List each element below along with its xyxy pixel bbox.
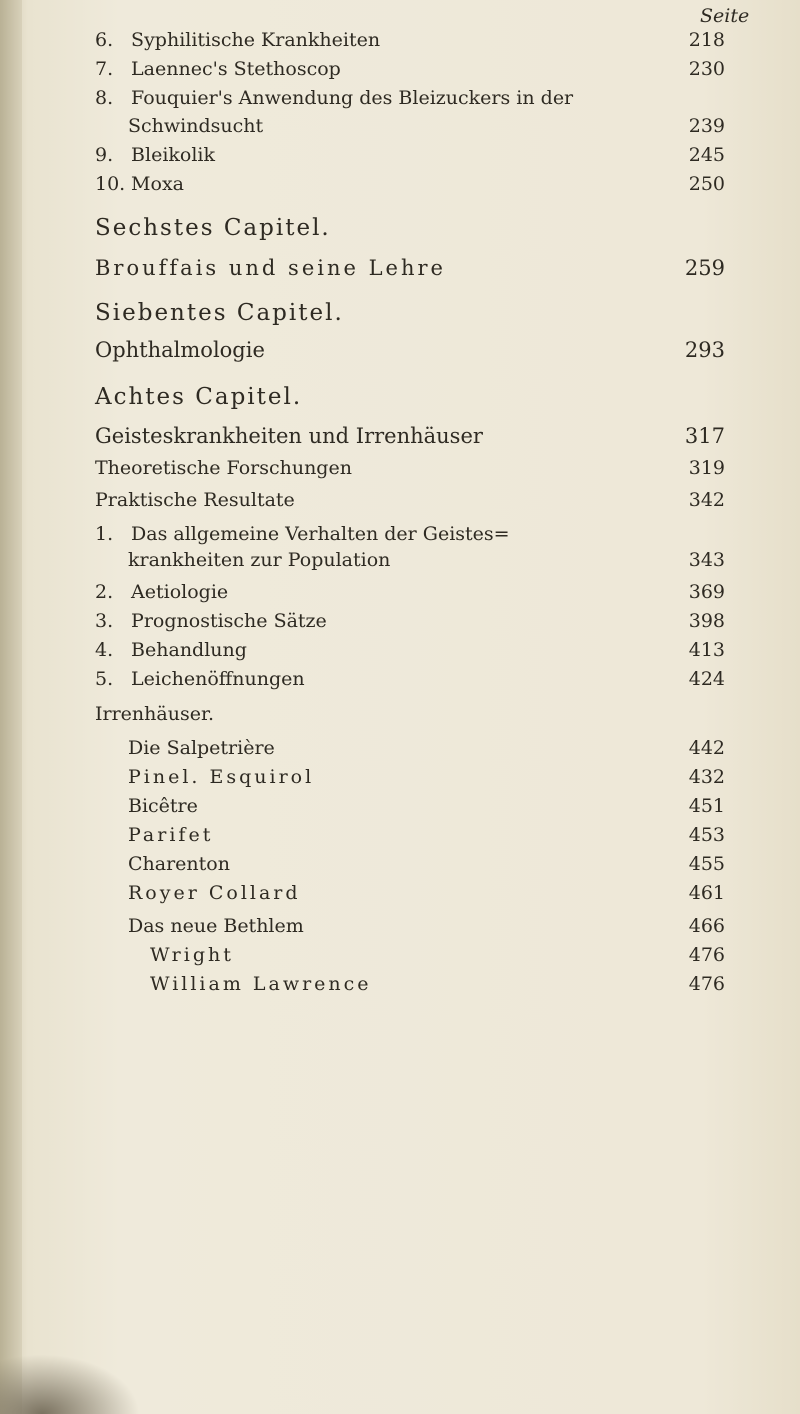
entry-number: 2. — [95, 581, 114, 603]
toc-entry — [95, 143, 215, 167]
entry-page: 245 — [688, 144, 725, 166]
entry-page: 250 — [688, 173, 725, 195]
entry-number: 6. — [95, 29, 114, 51]
entry-title: Bleikolik — [131, 144, 216, 166]
entry-page: 259 — [684, 256, 725, 280]
entry-page: 451 — [688, 795, 725, 817]
entry-page: 342 — [688, 489, 725, 511]
entry-title: Das allgemeine Verhalten der Geistes= — [131, 523, 510, 545]
entry-number: 7. — [95, 58, 114, 80]
entry-page: 455 — [688, 853, 725, 875]
entry-title: Behandlung — [131, 639, 247, 661]
toc-subentry: William Lawrence — [150, 973, 372, 995]
entry-number: 4. — [95, 639, 114, 661]
entry-page: 218 — [688, 29, 725, 51]
chapter-heading: Achtes Capitel. — [95, 384, 303, 410]
entry-title-continued: Schwindsucht — [128, 115, 264, 137]
chapter-heading: Sechstes Capitel. — [95, 215, 331, 241]
entry-page: 239 — [688, 115, 725, 137]
toc-subentry: Pinel. Esquirol — [128, 766, 315, 788]
toc-entry: Geisteskrankheiten und Irrenhäuser — [95, 424, 483, 448]
toc-subentry: Wright — [150, 944, 234, 966]
toc-subentry: Parifet — [128, 824, 214, 846]
toc-subentry: Royer Collard — [128, 882, 301, 904]
entry-page: 293 — [684, 338, 725, 362]
entry-page: 461 — [688, 882, 725, 904]
toc-subentry: Charenton — [128, 853, 230, 875]
toc-entry — [95, 580, 228, 604]
entry-title-continued: krankheiten zur Population — [128, 549, 391, 571]
toc-subentry: Das neue Bethlem — [128, 915, 304, 937]
entry-title: Fouquier's Anwendung des Bleizuckers in der — [131, 87, 574, 109]
entry-page: 432 — [688, 766, 725, 788]
entry-page: 476 — [688, 944, 725, 966]
section-subheading: Irrenhäuser. — [95, 703, 214, 725]
toc-subentry: Bicêtre — [128, 795, 198, 817]
toc-subentry: Praktische Resultate — [95, 489, 295, 511]
toc-entry — [95, 172, 184, 196]
entry-title: Syphilitische Krankheiten — [131, 29, 381, 51]
entry-page: 413 — [688, 639, 725, 661]
entry-page: 476 — [688, 973, 725, 995]
entry-number: 3. — [95, 610, 114, 632]
entry-number: 5. — [95, 668, 114, 690]
toc-entry — [95, 609, 327, 633]
toc-entry — [95, 522, 510, 546]
entry-number: 8. — [95, 87, 114, 109]
toc-subentry: Theoretische Forschungen — [95, 457, 352, 479]
entry-page: 453 — [688, 824, 725, 846]
toc-entry: Ophthalmologie — [95, 338, 265, 362]
entry-page: 442 — [688, 737, 725, 759]
entry-title: Aetiologie — [131, 581, 229, 603]
entry-number: 10. — [95, 173, 126, 195]
toc-subentry: Die Salpetrière — [128, 737, 275, 759]
entry-title: Leichenöffnungen — [131, 668, 305, 690]
toc-entry: Brouffais und seine Lehre — [95, 256, 446, 280]
entry-page: 424 — [688, 668, 725, 690]
entry-page: 343 — [688, 549, 725, 571]
entry-page: 317 — [684, 424, 725, 448]
page-column-label: Seite — [700, 5, 750, 27]
toc-entry — [95, 667, 305, 691]
entry-page: 230 — [688, 58, 725, 80]
entry-page: 466 — [688, 915, 725, 937]
entry-number: 1. — [95, 523, 114, 545]
entry-number: 9. — [95, 144, 114, 166]
toc-entry — [95, 86, 573, 110]
toc-entry — [95, 28, 380, 52]
entry-title: Laennec's Stethoscop — [131, 58, 341, 80]
chapter-heading: Siebentes Capitel. — [95, 300, 344, 326]
entry-title: Prognostische Sätze — [131, 610, 327, 632]
entry-title: Moxa — [131, 173, 184, 195]
book-spine — [0, 0, 22, 1414]
toc-entry — [95, 638, 247, 662]
toc-entry — [95, 57, 341, 81]
page-shadow — [0, 1354, 140, 1414]
entry-page: 319 — [688, 457, 725, 479]
entry-page: 398 — [688, 610, 725, 632]
entry-page: 369 — [688, 581, 725, 603]
